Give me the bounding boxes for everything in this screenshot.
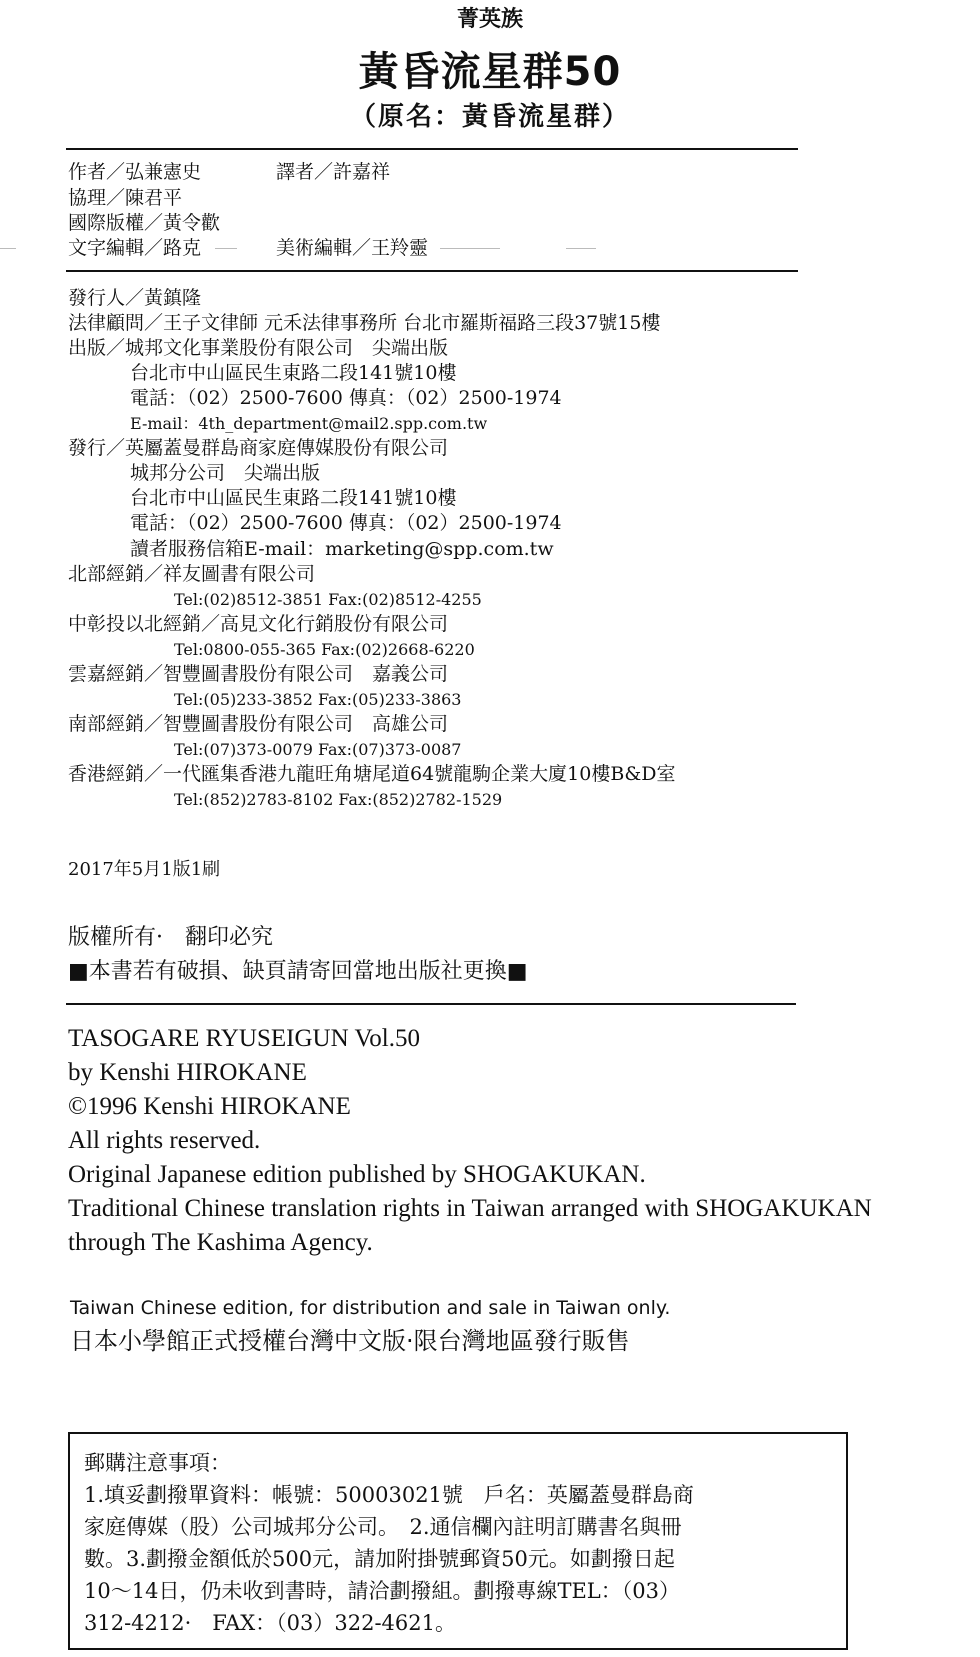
publisher: 出版／城邦文化事業股份有限公司 尖端出版 bbox=[68, 337, 449, 359]
distributor-central-contact: Tel:0800-055-365 Fax:(02)2668-6220 bbox=[174, 640, 475, 659]
mail-order-box bbox=[68, 1432, 848, 1650]
mail-order-line: 家庭傳媒（股）公司城邦分公司。 2.通信欄內註明訂購書名與冊 bbox=[84, 1515, 682, 1539]
mail-order-line: 10～14日，仍未收到書時，請洽劃撥組。劃撥專線TEL：（03） bbox=[84, 1579, 680, 1603]
credit-text-editor: 文字編輯／路克 bbox=[68, 237, 202, 259]
publisher-phone: 電話：（02）2500-7600 傳真：（02）2500-1974 bbox=[130, 387, 562, 409]
divider-credits bbox=[66, 270, 798, 272]
distributor-phone: 電話：（02）2500-7600 傳真：（02）2500-1974 bbox=[130, 512, 562, 534]
credit-author: 作者／弘兼憲史 bbox=[68, 161, 202, 183]
distributor-south-contact: Tel:(07)373-0079 Fax:(07)373-0087 bbox=[174, 740, 462, 759]
reader-email: 讀者服務信箱E-mail：marketing@spp.com.tw bbox=[130, 538, 554, 560]
edition-info: 2017年5月1版1刷 bbox=[68, 859, 221, 880]
credit-translator: 譯者／許嘉祥 bbox=[276, 161, 391, 183]
scan-artifact bbox=[0, 248, 16, 249]
english-original: Original Japanese edition published by SHOGAKUKAN. bbox=[68, 1161, 646, 1188]
copyright-notice: 版權所有· 翻印必究 bbox=[68, 925, 273, 950]
credit-assistant: 協理／陳君平 bbox=[68, 187, 183, 209]
english-title: TASOGARE RYUSEIGUN Vol.50 bbox=[68, 1025, 420, 1052]
publisher-email: E-mail：4th_department@mail2.spp.com.tw bbox=[130, 414, 488, 433]
distributor-hongkong: 香港經銷／一代匯集香港九龍旺角塘尾道64號龍駒企業大廈10樓B&D室 bbox=[68, 763, 676, 785]
divider-english bbox=[66, 1003, 796, 1005]
distributor: 發行／英屬蓋曼群島商家庭傳媒股份有限公司 bbox=[68, 437, 449, 459]
distributor-north-contact: Tel:(02)8512-3851 Fax:(02)8512-4255 bbox=[174, 590, 482, 609]
book-title: 黃昏流星群50 bbox=[358, 49, 622, 95]
mail-order-line: 1.填妥劃撥單資料：帳號：50003021號 戶名：英屬蓋曼群島商 bbox=[84, 1483, 694, 1507]
original-title: （原名：黃昏流星群） bbox=[349, 102, 630, 132]
english-rights: All rights reserved. bbox=[68, 1127, 261, 1154]
credit-art-editor: 美術編輯／王羚靈 bbox=[276, 237, 429, 259]
english-translation-line2: through The Kashima Agency. bbox=[68, 1229, 373, 1256]
publisher-address: 台北市中山區民生東路二段141號10樓 bbox=[130, 362, 457, 384]
imprint-name: 菁英族 bbox=[456, 7, 523, 32]
english-author: by Kenshi HIROKANE bbox=[68, 1059, 307, 1086]
english-copyright: ©1996 Kenshi HIROKANE bbox=[68, 1093, 351, 1120]
divider-top bbox=[66, 148, 798, 150]
distributor-address: 台北市中山區民生東路二段141號10樓 bbox=[130, 487, 457, 509]
distributor-south: 南部經銷／智豐圖書股份有限公司 高雄公司 bbox=[68, 713, 449, 735]
distributor-hongkong-contact: Tel:(852)2783-8102 Fax:(852)2782-1529 bbox=[174, 790, 503, 809]
publisher-person: 發行人／黃鎮隆 bbox=[68, 287, 202, 309]
scan-artifact bbox=[215, 248, 237, 249]
scan-artifact bbox=[440, 248, 500, 249]
distributor-chiayi-contact: Tel:(05)233-3852 Fax:(05)233-3863 bbox=[174, 690, 462, 709]
scan-artifact bbox=[566, 248, 596, 249]
credit-rights: 國際版權／黃令歡 bbox=[68, 212, 221, 234]
damage-notice: ■本書若有破損、缺頁請寄回當地出版社更換■ bbox=[68, 959, 528, 984]
distributor-branch: 城邦分公司 尖端出版 bbox=[130, 462, 321, 484]
mail-order-line: 數。3.劃撥金額低於500元，請加附掛號郵資50元。如劃撥日起 bbox=[84, 1547, 675, 1571]
distributor-north: 北部經銷／祥友圖書有限公司 bbox=[68, 563, 316, 585]
legal-counsel: 法律顧問／王子文律師 元禾法律事務所 台北市羅斯福路三段37號15樓 bbox=[68, 312, 661, 334]
distribution-note-chinese: 日本小學館正式授權台灣中文版·限台灣地區發行販售 bbox=[70, 1327, 630, 1355]
distributor-chiayi: 雲嘉經銷／智豐圖書股份有限公司 嘉義公司 bbox=[68, 663, 449, 685]
distributor-central: 中彰投以北經銷／高見文化行銷股份有限公司 bbox=[68, 613, 449, 635]
english-translation-line1: Traditional Chinese translation rights in Taiwan arranged with SHOGAKUKAN bbox=[68, 1195, 872, 1222]
distribution-note-english: Taiwan Chinese edition, for distribution and sale in Taiwan only. bbox=[70, 1297, 671, 1319]
mail-order-line: 312-4212· FAX：（03）322-4621。 bbox=[84, 1611, 457, 1635]
mail-order-heading: 郵購注意事項： bbox=[84, 1451, 231, 1475]
